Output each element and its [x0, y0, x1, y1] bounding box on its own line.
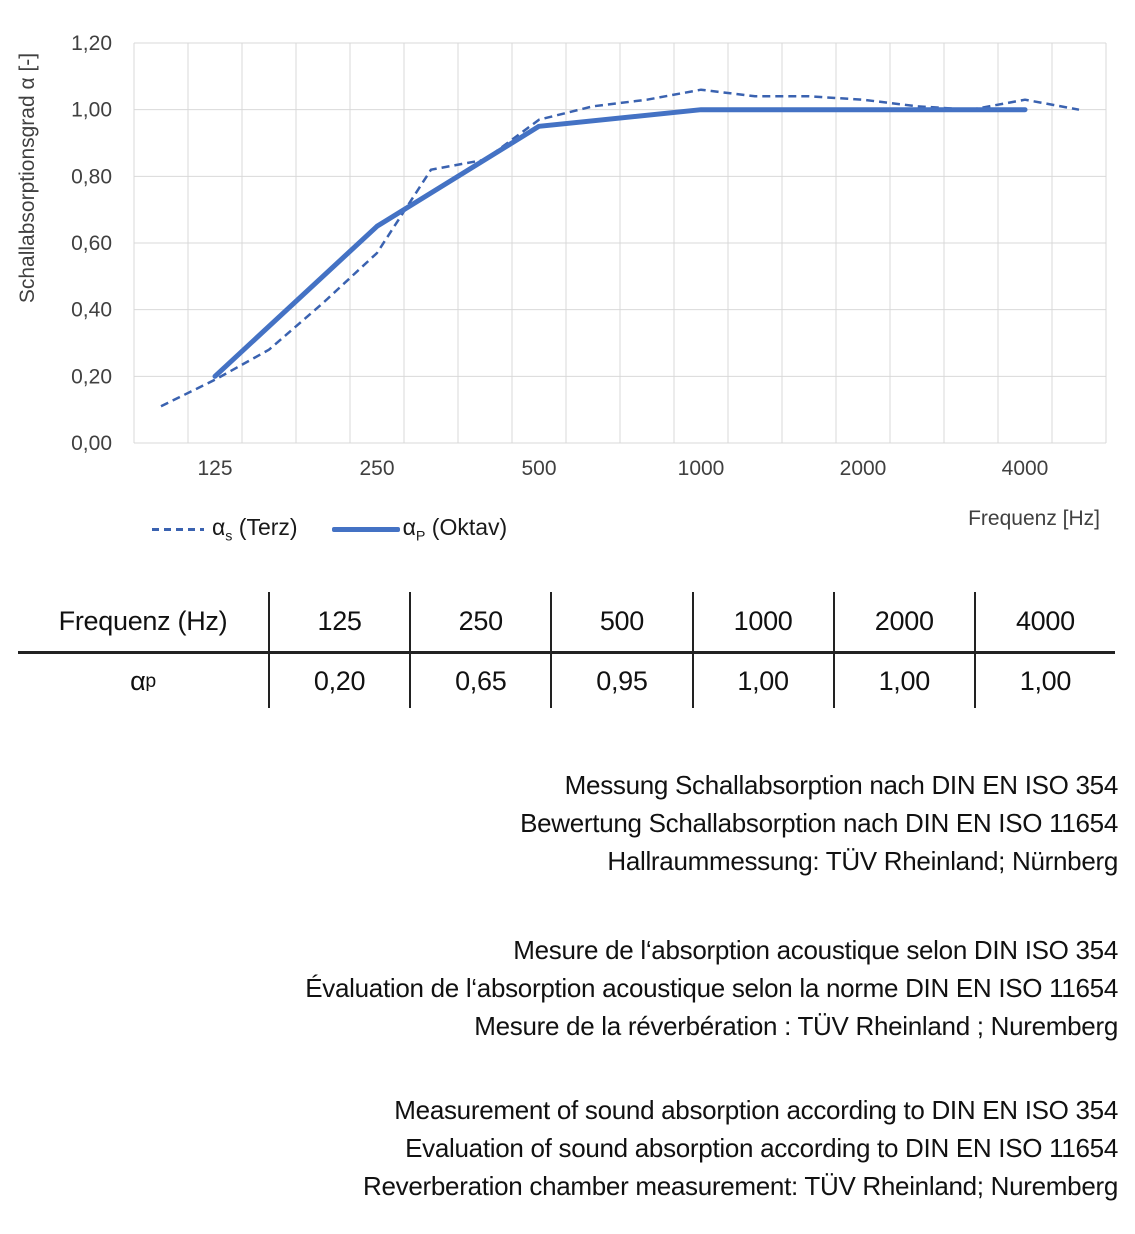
- chart-grid: [134, 43, 1106, 443]
- absorption-chart: [0, 0, 1135, 500]
- note-line: Evaluation of sound absorption according to DIN EN ISO 11654: [405, 1133, 1118, 1163]
- table-value-250: 0,65: [409, 651, 550, 708]
- table-header-500: 500: [550, 592, 691, 651]
- table-header-125: 125: [268, 592, 409, 651]
- y-tick-label: 0,40: [71, 298, 112, 322]
- x-tick-label: 500: [521, 457, 557, 480]
- y-tick-label: 1,20: [71, 32, 112, 55]
- y-tick-label: 0,60: [71, 232, 112, 255]
- table-header-250: 250: [409, 592, 550, 651]
- note-line: Mesure de l‘absorption acoustique selon DIN ISO 354: [513, 935, 1118, 965]
- note-line: Mesure de la réverbération : TÜV Rheinland ; Nuremberg: [474, 1011, 1118, 1041]
- table-row-label-alpha-p: α p: [18, 651, 268, 708]
- y-tick-label: 0,20: [71, 365, 112, 389]
- x-tick-label: 125: [197, 457, 233, 480]
- table-header-frequency: Frequenz (Hz): [58, 606, 228, 636]
- chart-legend: [152, 514, 507, 545]
- absorption-table: [18, 592, 1115, 708]
- notes-english: [0, 1091, 1118, 1205]
- x-tick-label: 4000: [1001, 457, 1049, 480]
- x-tick-label: 250: [359, 457, 395, 480]
- note-line: Reverberation chamber measurement: TÜV Rheinland; Nuremberg: [363, 1171, 1118, 1201]
- legend-label-terz: $\alpha_s$ (Terz): [212, 514, 298, 545]
- y-axis-title: Schallabsorptionsgrad α [-]: [16, 52, 39, 304]
- table-value-2000: 1,00: [833, 651, 974, 708]
- table-value-4000: 1,00: [974, 651, 1115, 708]
- x-tick-label: 1000: [677, 457, 725, 480]
- x-axis-title: Frequenz [Hz]: [968, 507, 1100, 530]
- note-line: Bewertung Schallabsorption nach DIN EN ISO 11654: [520, 808, 1118, 838]
- table-value-125: 0,20: [268, 651, 409, 708]
- legend-label-oktav: $\alpha_P$ (Oktav): [402, 514, 508, 545]
- note-line: Évaluation de l‘absorption acoustique selon la norme DIN EN ISO 11654: [305, 973, 1118, 1003]
- solid-line-sample: [332, 527, 400, 532]
- notes-french: [0, 931, 1118, 1045]
- y-tick-label: 0,80: [71, 165, 112, 189]
- legend-item-terz: [152, 514, 298, 545]
- x-tick-label: 2000: [839, 457, 887, 480]
- legend-item-oktav: [332, 514, 508, 545]
- table-value-500: 0,95: [550, 651, 691, 708]
- y-tick-label: 0,00: [71, 432, 112, 455]
- note-line: Measurement of sound absorption according to DIN EN ISO 354: [394, 1095, 1118, 1125]
- notes-german: [0, 766, 1118, 880]
- y-tick-label: 1,00: [71, 98, 112, 122]
- table-header-1000: 1000: [692, 592, 833, 651]
- table-value-1000: 1,00: [692, 651, 833, 708]
- table-header-2000: 2000: [833, 592, 974, 651]
- table-header-4000: 4000: [974, 592, 1115, 651]
- note-line: Messung Schallabsorption nach DIN EN ISO 354: [564, 770, 1118, 800]
- dashed-line-sample: [152, 528, 204, 531]
- note-line: Hallraummessung: TÜV Rheinland; Nürnberg: [607, 846, 1118, 876]
